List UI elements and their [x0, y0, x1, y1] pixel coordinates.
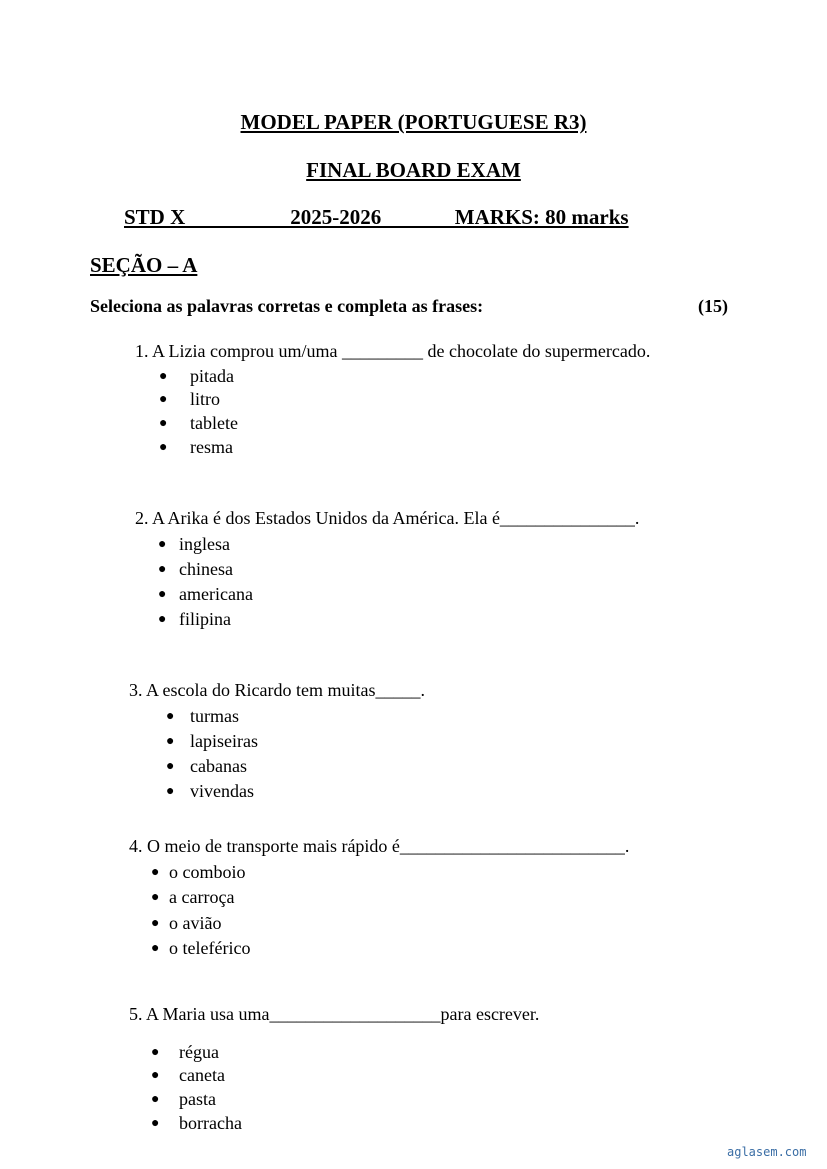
bullet: ● [151, 941, 160, 956]
option: pitada [190, 366, 234, 386]
bullet: ● [159, 416, 168, 431]
paper-title: MODEL PAPER (PORTUGUESE R3) [240, 110, 587, 134]
option: a carroça [169, 887, 235, 907]
option: litro [190, 389, 220, 409]
instruction-text: Seleciona as palavras corretas e completa as frases: [90, 296, 484, 316]
bullet: ● [151, 1068, 160, 1083]
bullet: ● [158, 612, 167, 627]
watermark-text: aglasem.com [727, 1145, 807, 1159]
bullet: ● [159, 440, 168, 455]
bullet: ● [166, 759, 175, 774]
option: resma [190, 437, 233, 457]
bullet: ● [151, 890, 160, 905]
option: régua [179, 1042, 219, 1062]
bullet: ● [151, 916, 160, 931]
question-5: 5. A Maria usa uma___________________para escrever. [129, 1004, 540, 1024]
option: o avião [169, 913, 222, 933]
bullet: ● [151, 1092, 160, 1107]
question-3: 3. A escola do Ricardo tem muitas_____. [129, 680, 425, 700]
option: lapiseiras [190, 731, 258, 751]
question-4: 4. O meio de transporte mais rápido é_________________________. [129, 836, 630, 856]
section-heading: SEÇÃO – A [90, 253, 198, 277]
bullet: ● [159, 392, 168, 407]
bullet: ● [151, 1116, 160, 1131]
option: americana [179, 584, 253, 604]
bullet: ● [158, 587, 167, 602]
bullet: ● [166, 709, 175, 724]
option: chinesa [179, 559, 233, 579]
bullet: ● [166, 734, 175, 749]
option: o comboio [169, 862, 246, 882]
option: caneta [179, 1065, 225, 1085]
option: pasta [179, 1089, 216, 1109]
option: vivendas [190, 781, 254, 801]
option: inglesa [179, 534, 230, 554]
bullet: ● [151, 1045, 160, 1060]
option: filipina [179, 609, 231, 629]
option: cabanas [190, 756, 247, 776]
option: tablete [190, 413, 238, 433]
exam-title: FINAL BOARD EXAM [306, 158, 521, 182]
std-marks-line: STD X 2025-2026 MARKS: 80 marks [124, 205, 629, 229]
question-1: 1. A Lizia comprou um/uma _________ de chocolate do supermercado. [135, 341, 651, 361]
bullet: ● [159, 369, 168, 384]
section-marks: (15) [698, 296, 728, 316]
option: turmas [190, 706, 239, 726]
question-2: 2. A Arika é dos Estados Unidos da América. Ela é_______________. [135, 508, 640, 528]
bullet: ● [166, 784, 175, 799]
bullet: ● [151, 865, 160, 880]
option: o teleférico [169, 938, 251, 958]
bullet: ● [158, 537, 167, 552]
option: borracha [179, 1113, 242, 1133]
bullet: ● [158, 562, 167, 577]
